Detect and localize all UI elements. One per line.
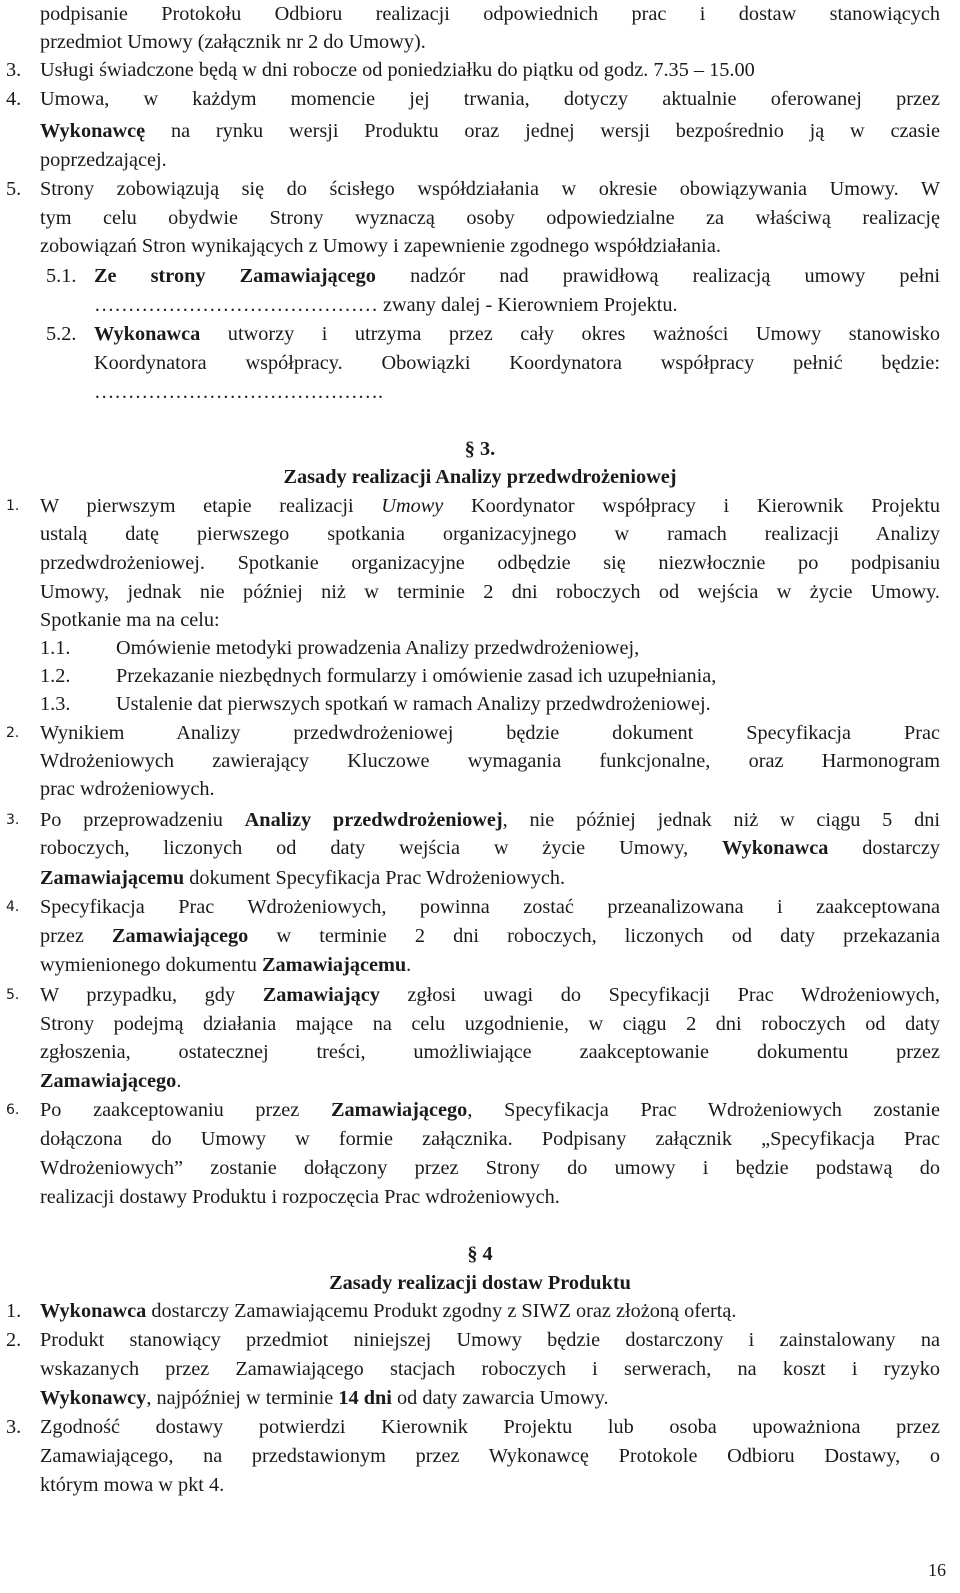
bold-term: Zamawiającemu [261,954,407,976]
list-item-text: poprzedzającej. [40,149,167,171]
text-span: . [176,1070,182,1092]
list-item-text: zobowiązań Stron wynikających z Umowy i zapewnienie zgodnego współdziałania. [40,235,721,257]
list-item-text: dołączona do Umowy w formie załącznika. Podpisany załącznik „Specyfikacja Prac [40,1128,940,1150]
text-span: , Specyfikacja Prac Wdrożeniowych zostanie [467,1099,940,1121]
list-item-text: ustalą datę pierwszego spotkania organizacyjnego w ramach realizacji Analizy [40,523,940,545]
list-item-text [40,951,411,979]
text-span: roboczych, liczonych od daty wejścia w życie Umowy, [40,837,723,859]
text-span: nadzór nad prawidłową realizacją umowy pełni [375,265,940,287]
bold-term: Zamawiającemu [40,867,185,889]
sub-item-text: Ustalenie dat pierwszych spotkań w ramach Analizy przedwdrożeniowej. [116,693,711,715]
list-number: 5.2. [46,323,77,345]
list-number: 1. [6,498,20,514]
list-item-text [40,806,940,834]
list-number: 4. [6,88,22,110]
bold-term: Zamawiającego [331,1099,468,1121]
list-item-text: tym celu obydwie Strony wyznaczą osoby odpowiedzialne za właściwą realizację [40,207,940,229]
section-title: Zasady realizacji dostaw Produktu [329,1272,631,1294]
list-item-text [40,1384,609,1412]
list-number: 2. [6,1329,22,1351]
section-title: Zasady realizacji Analizy przedwdrożeniowej [283,466,677,488]
paragraph-line: przedmiot Umowy (załącznik nr 2 do Umowy). [40,31,426,53]
paragraph-line: podpisanie Protokołu Odbioru realizacji odpowiednich prac i dostaw stanowiących [40,3,940,25]
list-item-text: Strony podejmą działania mające na celu uzgodnienie, w ciągu 2 dni roboczych od daty [40,1013,940,1035]
list-item-text [40,1297,736,1325]
list-item-text: Specyfikacja Prac Wdrożeniowych, powinna zostać przeanalizowana i zaakceptowana [40,896,940,918]
list-item-text: prac wdrożeniowych. [40,778,215,800]
sub-number: 1.3. [40,693,71,715]
list-item-text: Koordynatora współpracy. Obowiązki Koordynatora współpracy pełnić będzie: [94,352,940,374]
sub-number: 1.2. [40,665,71,687]
list-item-text: którym mowa w pkt 4. [40,1474,225,1496]
list-item-text: Wynikiem Analizy przedwdrożeniowej będzie dokument Specyfikacja Prac [40,722,940,744]
page-number: 16 [928,1560,946,1580]
list-item-text: Zgodność dostawy potwierdzi Kierownik Projektu lub osoba upoważniona przez [40,1416,940,1438]
text-span: w terminie 2 dni roboczych, liczonych od daty przekazania [248,925,940,947]
list-item-text [94,262,940,290]
sub-item-text: Przekazanie niezbędnych formularzy i omówienie zasad ich uzupełniania, [116,665,717,687]
list-item-text [40,492,940,520]
text-span: utworzy i utrzyma przez cały okres ważności Umowy stanowisko [200,323,940,345]
list-item-text: ……………………………………. [94,381,384,403]
list-item-text: zgłoszenia, ostatecznej treści, umożliwiające zaakceptowanie dokumentu przez [40,1041,940,1063]
section-mark: § 4 [467,1243,493,1265]
list-item-text [40,922,940,950]
list-item-text: Umowy, jednak nie później niż w terminie 2 dni roboczych od wejścia w życie Umowy. [40,581,940,603]
list-item-text: …………………………………… zwany dalej - Kierowniem Projektu. [94,294,678,316]
list-item-text [40,1067,181,1095]
list-number: 3. [6,1416,22,1438]
text-span: dostarczy Zamawiającemu Produkt zgodny z SIWZ oraz złożoną ofertą. [146,1300,737,1322]
text-span: dokument Specyfikacja Prac Wdrożeniowych. [184,867,566,889]
list-number: 3. [6,812,20,828]
list-item-text [40,834,940,862]
text-span: W przypadku, gdy [40,984,263,1006]
sub-item-text: Omówienie metodyki prowadzenia Analizy przedwdrożeniowej, [116,637,640,659]
list-item-text: Zamawiającego, na przedstawionym przez Wykonawcę Protokole Odbioru Dostawy, o [40,1445,940,1467]
text-span: dostarczy [828,837,940,859]
bold-term: Zamawiający [262,984,380,1006]
bold-term: Zamawiającego [112,925,249,947]
text-span: przez [40,925,113,947]
italic-term: Umowy [381,495,444,517]
text-span: , najpóźniej w terminie [146,1387,339,1409]
text-span: na rynku wersji Produktu oraz jednej wersji bezpośrednio ją w czasie [145,120,940,142]
list-number: 5.1. [46,265,77,287]
list-item-text [40,117,940,145]
text-span: zgłosi uwagi do Specyfikacji Prac Wdrożeniowych, [379,984,940,1006]
text-span: . [406,954,412,976]
list-item-text: Wdrożeniowych zawierający Kluczowe wymagania funkcjonalne, oraz Harmonogram [40,750,940,772]
text-span: Po przeprowadzeniu [40,809,245,831]
list-item-text: przedwdrożeniowej. Spotkanie organizacyjne odbędzie się niezwłocznie po podpisaniu [40,552,940,574]
text-span: wymienionego dokumentu [40,954,262,976]
bold-term: Wykonawca [722,837,829,859]
list-number: 5. [6,987,20,1003]
bold-term: Analizy przedwdrożeniowej [244,809,503,831]
bold-term: Ze strony Zamawiającego [94,265,376,287]
list-item-text: Strony zobowiązują się do ścisłego współdziałania w okresie obowiązywania Umowy. W [40,178,940,200]
list-item-text: realizacji dostawy Produktu i rozpoczęcia Prac wdrożeniowych. [40,1186,560,1208]
list-number: 5. [6,178,22,200]
text-span: Po zaakceptowaniu przez [40,1099,331,1121]
list-item-text: wskazanych przez Zamawiającego stacjach roboczych i serwerach, na koszt i ryzyko [40,1358,940,1380]
list-number: 2. [6,725,20,741]
list-number: 1. [6,1300,22,1322]
list-number: 3. [6,59,22,81]
bold-term: Wykonawca [94,323,201,345]
bold-term: Zamawiającego [40,1070,177,1092]
list-item-text [94,320,940,348]
list-item-text [40,864,565,892]
section-mark: § 3. [464,438,496,460]
list-item-text [40,981,940,1009]
text-span: W pierwszym etapie realizacji [40,495,382,517]
bold-term: 14 dni [338,1387,392,1409]
list-item-text: Usługi świadczone będą w dni robocze od poniedziałku do piątku od godz. 7.35 – 15.00 [40,59,755,81]
text-span: , nie później jednak niż w ciągu 5 dni [502,809,940,831]
bold-term: Wykonawcę [40,120,146,142]
bold-term: Wykonawca [40,1300,147,1322]
sub-number: 1.1. [40,637,71,659]
list-number: 4. [6,899,20,915]
bold-term: Wykonawcy [40,1387,147,1409]
text-span: od daty zawarcia Umowy. [391,1387,609,1409]
list-item-text: Umowa, w każdym momencie jej trwania, dotyczy aktualnie oferowanej przez [40,88,940,110]
list-item-text: Produkt stanowiący przedmiot niniejszej Umowy będzie dostarczony i zainstalowany na [40,1329,940,1351]
text-span: Koordynator współpracy i Kierownik Projektu [443,495,940,517]
list-item-text [40,1096,940,1124]
list-number: 6. [6,1102,20,1118]
list-item-text: Wdrożeniowych” zostanie dołączony przez Strony do umowy i będzie podstawą do [40,1157,940,1179]
list-item-text: Spotkanie ma na celu: [40,609,220,631]
